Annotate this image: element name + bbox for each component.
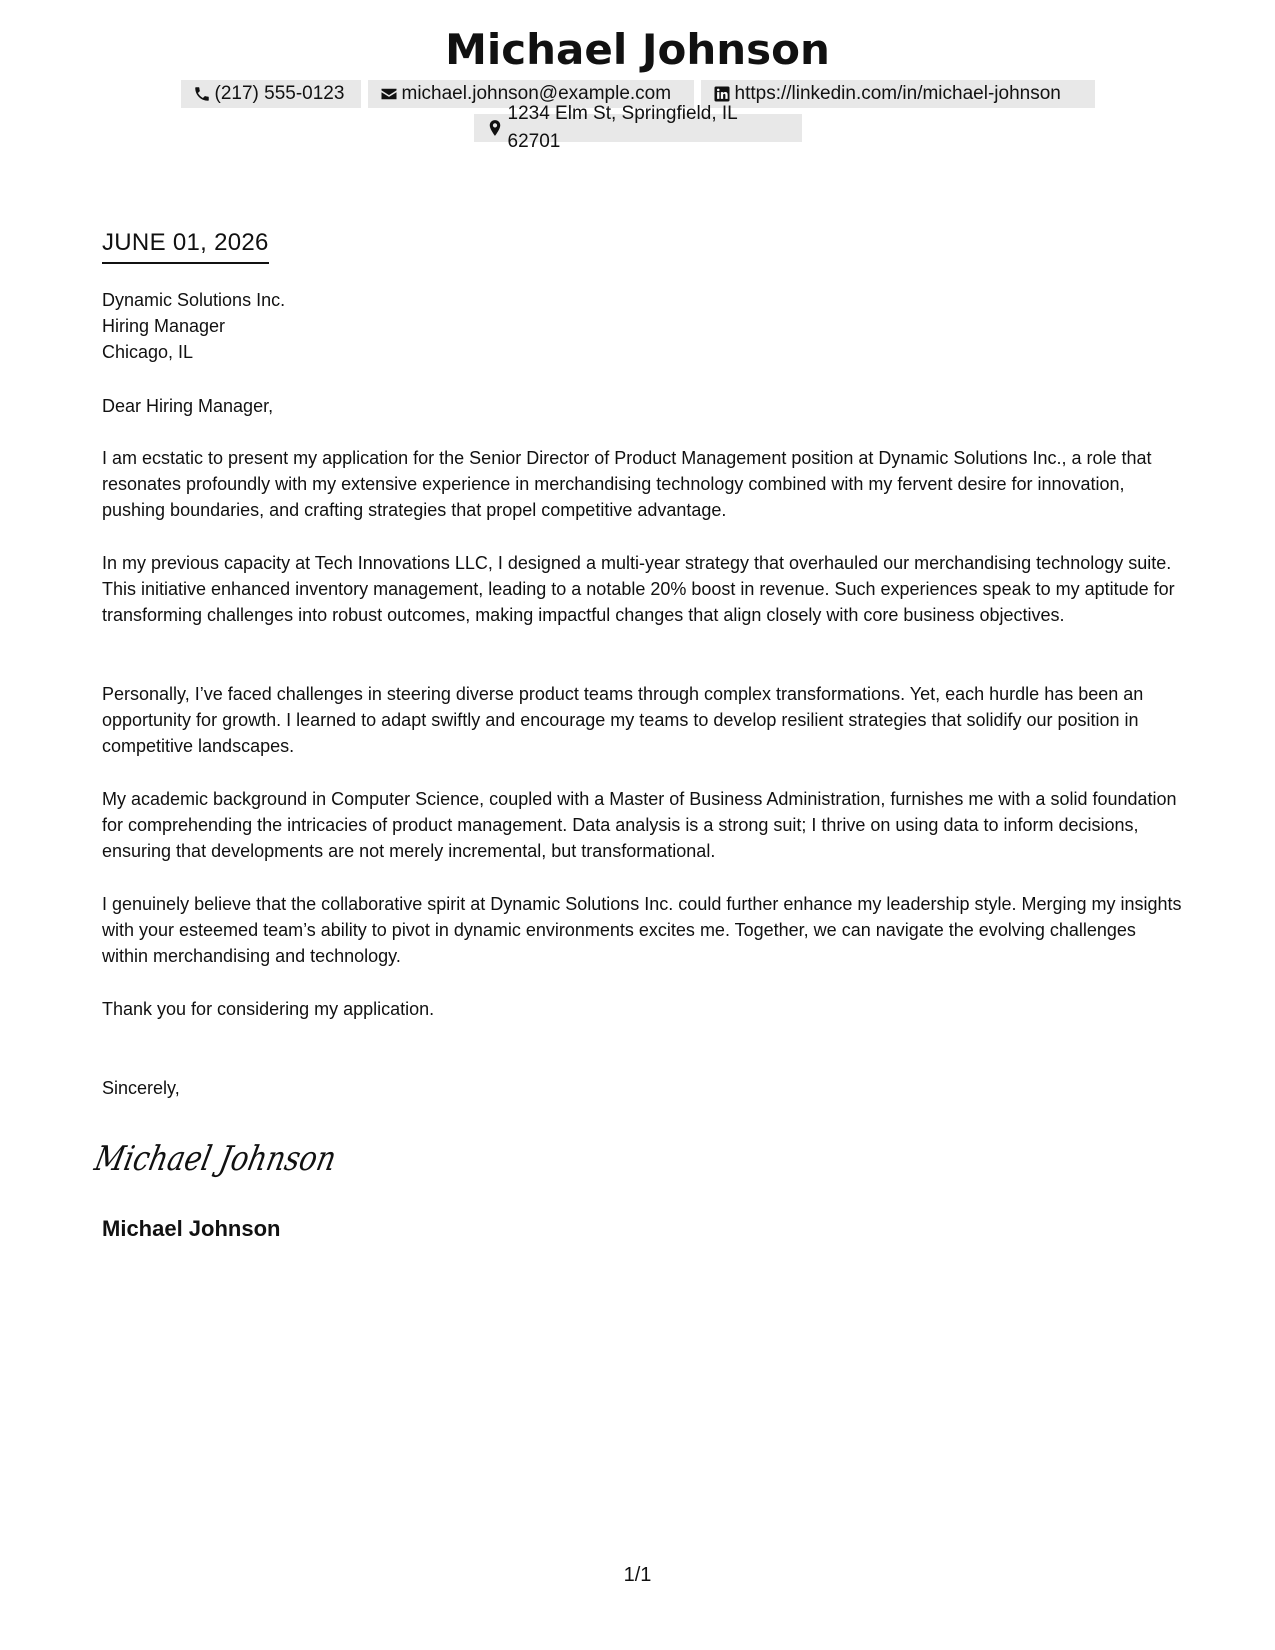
- body-paragraph: Personally, I’ve faced challenges in steering diverse product teams through complex transformations. Yet, each hurdle has been an opportunity for growth. I learned to adapt swiftly and encourage my teams to develop resilient strategies that solidify our position in competitive landscapes.: [102, 684, 1144, 756]
- phone-text: (217) 555-0123: [214, 83, 345, 104]
- closing: Sincerely,: [102, 1078, 180, 1098]
- letter-date: JUNE 01, 2026: [102, 228, 269, 264]
- body-paragraph: I am ecstatic to present my application for the Senior Director of Product Management position at Dynamic Solutions Inc., a role that resonates profoundly with my extensive experience in merchandising technology combined with my fervent desire for innovation, pushing boundaries, and crafting strategies that propel competitive advantage.: [102, 448, 1152, 520]
- salutation: Dear Hiring Manager,: [102, 396, 274, 416]
- page-number: 1/1: [623, 1564, 652, 1586]
- recipient-block: [102, 287, 285, 365]
- signature-text: Michael Johnson: [91, 1139, 386, 1179]
- map-pin-icon: [486, 119, 504, 137]
- address-row: [0, 103, 1275, 152]
- body-paragraph: My academic background in Computer Science, coupled with a Master of Business Administration, furnishes me with a solid foundation for comprehending the intricacies of product management. Data analysis is a strong suit; I thrive on using data to inform decisions, ensuring that developments are not merely incremental, but transformational.: [102, 789, 1177, 861]
- applicant-name: Michael Johnson: [445, 25, 830, 74]
- body-paragraph: In my previous capacity at Tech Innovations LLC, I designed a multi-year strategy that overhauled our merchandising technology suite. This initiative enhanced inventory management, leading to a notable 20% boost in revenue. Such experiences speak to my aptitude for transforming challenges into robust outcomes, making impactful changes that align closely with core business objectives.: [102, 553, 1175, 625]
- phone-chip: [181, 80, 361, 108]
- address-chip: [474, 103, 802, 152]
- address-text: 1234 Elm St, Springfield, IL 62701: [507, 103, 738, 152]
- linkedin-link[interactable]: https://linkedin.com/in/michael-johnson: [734, 83, 1061, 104]
- body-paragraph: I genuinely believe that the collaborative spirit at Dynamic Solutions Inc. could further enhance my leadership style. Merging my insights with your esteemed team’s ability to pivot in dynamic environments excites me. Together, we can navigate the evolving challenges within merchandising and technology.: [102, 894, 1182, 966]
- email-link[interactable]: michael.johnson@example.com: [401, 83, 672, 104]
- recipient-company: Dynamic Solutions Inc.: [102, 290, 286, 310]
- signed-name: Michael Johnson: [102, 1216, 281, 1241]
- phone-icon: [193, 85, 211, 103]
- handwritten-signature: [91, 1128, 386, 1188]
- recipient-title: Hiring Manager: [102, 316, 226, 336]
- recipient-location: Chicago, IL: [102, 342, 194, 362]
- envelope-icon: [380, 85, 398, 103]
- thank-you-line: Thank you for considering my application.: [102, 999, 435, 1019]
